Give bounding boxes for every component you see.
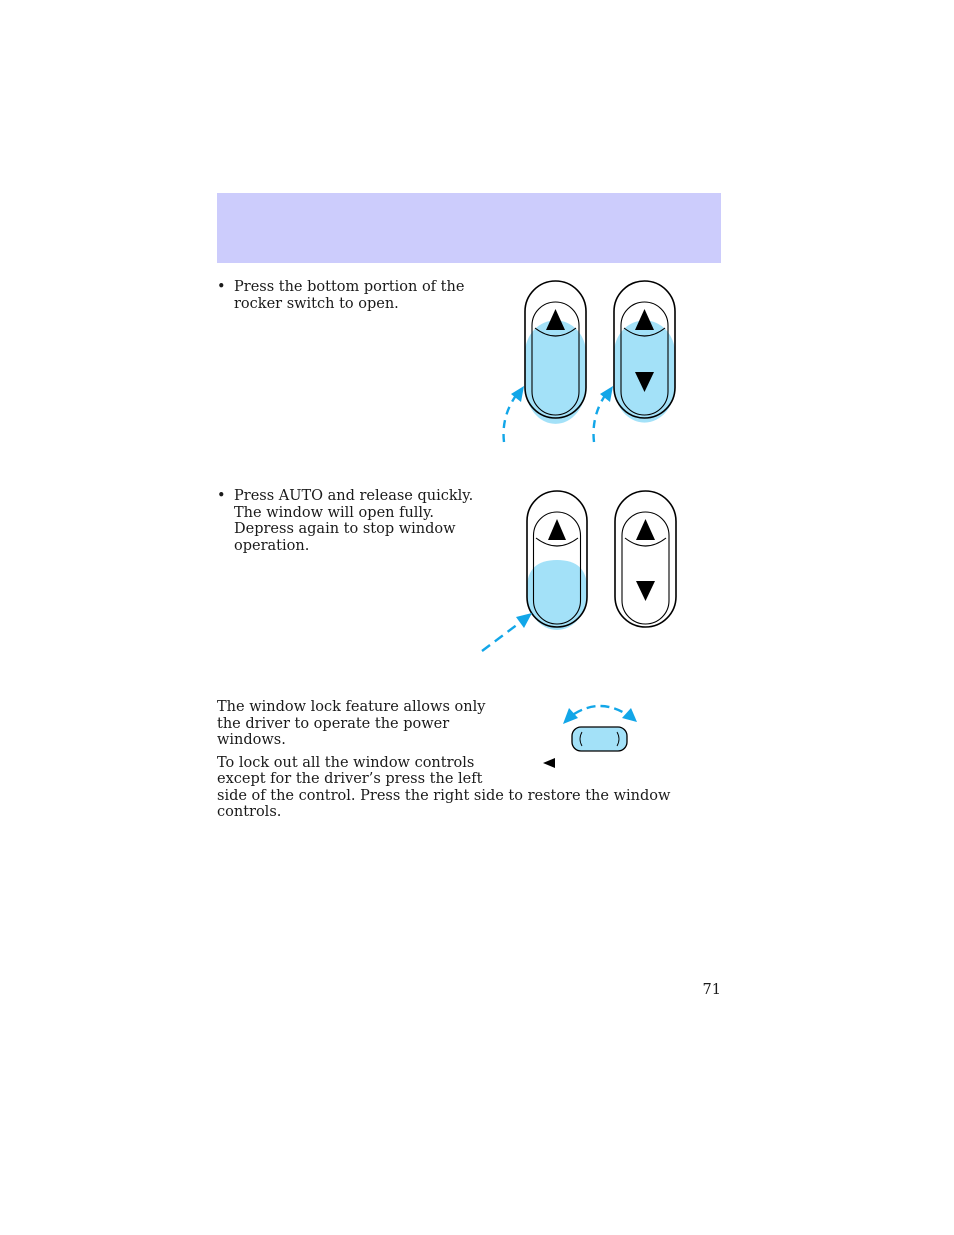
rocker-switch-icon [614,281,675,423]
bullet-2-line-4: operation. [234,537,310,554]
lock-para-2-line-1: To lock out all the window controls [217,754,475,771]
header-band [217,193,721,263]
bullet-item-1 [217,279,467,312]
dashed-arrow-icon [504,386,524,442]
lock-para-1-line-3: windows. [217,732,286,748]
lock-para-2-line-2: except for the driver’s press the left [217,771,483,787]
dashed-arrow-icon [563,706,637,724]
lock-switch-icon [572,727,627,751]
bullet-2-line-1: Press AUTO and release quickly. [234,488,474,504]
window-lock-figure [538,700,648,772]
bullet-symbol: • [217,279,226,295]
bullet-2-line-3: Depress again to stop window [234,521,456,537]
up-triangle-icon [635,309,654,330]
lock-para-1-line-1: The window lock feature allows only [217,699,486,715]
rocker-switch-icon [527,491,587,630]
down-triangle-icon [636,581,655,601]
lock-para-1-line-2: the driver to operate the power [217,715,450,732]
rocker-switch-icon [615,491,676,627]
dashed-arrow-icon [482,613,532,651]
bullet-1-line-2: rocker switch to open. [234,295,399,312]
rocker-switch-figure-auto [478,488,683,658]
lock-para-2-line-3: side of the control. Press the right side to restore the window controls. [217,787,671,820]
rocker-switch-icon [525,281,586,424]
bullet-item-2 [217,488,477,554]
up-triangle-icon [636,519,655,540]
up-triangle-icon [548,519,566,540]
left-pointer-icon [543,758,555,768]
up-triangle-icon [546,309,565,330]
page-number: 71 [702,982,721,998]
dashed-arrow-icon [594,386,614,442]
bullet-1-line-1: Press the bottom portion of the [234,279,465,295]
rocker-switch-figure-open [495,278,685,448]
bullet-2-line-2: The window will open fully. [234,504,434,521]
bullet-symbol: • [217,488,226,504]
